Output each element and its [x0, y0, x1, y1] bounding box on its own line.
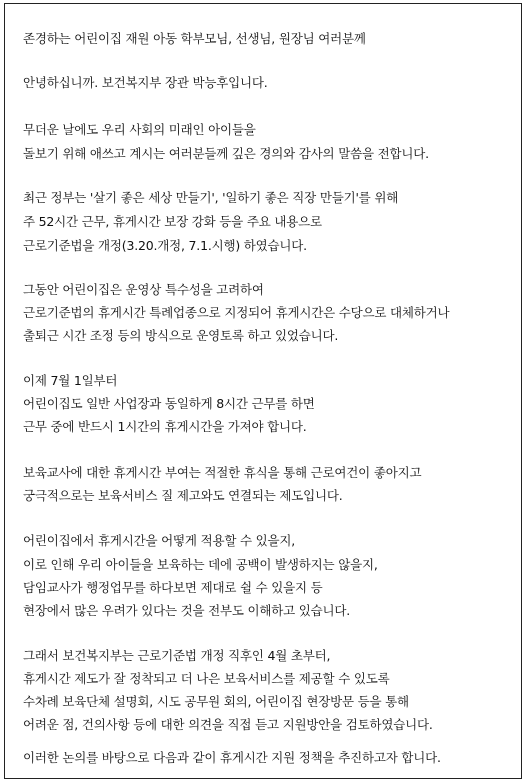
paragraph-line: 담임교사가 행정업무를 하다보면 제대로 쉴 수 있을지 등 [23, 580, 323, 595]
paragraph-line: 휴게시간 제도가 잘 정착되고 더 나은 보육서비스를 제공할 수 있도록 [23, 671, 390, 686]
paragraph-line: 최근 정부는 '살기 좋은 세상 만들기', '일하기 좋은 직장 만들기'를 위해 [23, 190, 399, 205]
paragraph-line: 이제 7월 1일부터 [23, 373, 118, 388]
paragraph-line: 근로기준법을 개정(3.20.개정, 7.1.시행) 하였습니다. [23, 238, 307, 253]
intro-line: 안녕하십니까. 보건복지부 장관 박능후입니다. [23, 75, 268, 90]
paragraph-line: 보육교사에 대한 휴게시간 부여는 적절한 휴식을 통해 근로여건이 좋아지고 [23, 465, 422, 480]
closing-line: 이러한 논의를 바탕으로 다음과 같이 휴게시간 지원 정책을 추진하고자 합니다. [23, 750, 441, 765]
paragraph-line: 무더운 날에도 우리 사회의 미래인 아이들을 [23, 122, 256, 137]
paragraph-line: 돌보기 위해 애쓰고 계시는 여러분들께 깊은 경의와 감사의 말씀을 전합니다. [23, 146, 429, 161]
paragraph-line: 어려운 점, 건의사항 등에 대한 의견을 직접 듣고 지원방안을 검토하였습니다. [23, 717, 433, 732]
paragraph-line: 주 52시간 근무, 휴게시간 보장 강화 등을 주요 내용으로 [23, 214, 322, 229]
paragraph-line: 출퇴근 시간 조정 등의 방식으로 운영토록 하고 있었습니다. [23, 328, 339, 343]
greeting-line: 존경하는 어린이집 재원 아동 학부모님, 선생님, 원장님 여러분께 [23, 31, 366, 46]
paragraph-line: 그래서 보건복지부는 근로기준법 개정 직후인 4월 초부터, [23, 648, 331, 663]
paragraph-line: 수차례 보육단체 설명회, 시도 공무원 회의, 어린이집 현장방문 등을 통해 [23, 694, 409, 709]
paragraph-line: 근무 중에 반드시 1시간의 휴게시간을 가져야 합니다. [23, 419, 307, 434]
paragraph-line: 어린이집도 일반 사업장과 동일하게 8시간 근무를 하면 [23, 396, 315, 411]
paragraph-line: 현장에서 많은 우려가 있다는 것을 전부도 이해하고 있습니다. [23, 603, 351, 618]
paragraph-line: 근로기준법의 휴게시간 특례업종으로 지정되어 휴게시간은 수당으로 대체하거나 [23, 305, 450, 320]
letter-page [4, 3, 522, 779]
paragraph-line: 이로 인해 우리 아이들을 보육하는 데에 공백이 발생하지는 않을지, [23, 557, 378, 572]
paragraph-line: 그동안 어린이집은 운영상 특수성을 고려하여 [23, 282, 264, 297]
paragraph-line: 궁극적으로는 보육서비스 질 제고와도 연결되는 제도입니다. [23, 488, 343, 503]
paragraph-line: 어린이집에서 휴게시간을 어떻게 적용할 수 있을지, [23, 533, 296, 548]
